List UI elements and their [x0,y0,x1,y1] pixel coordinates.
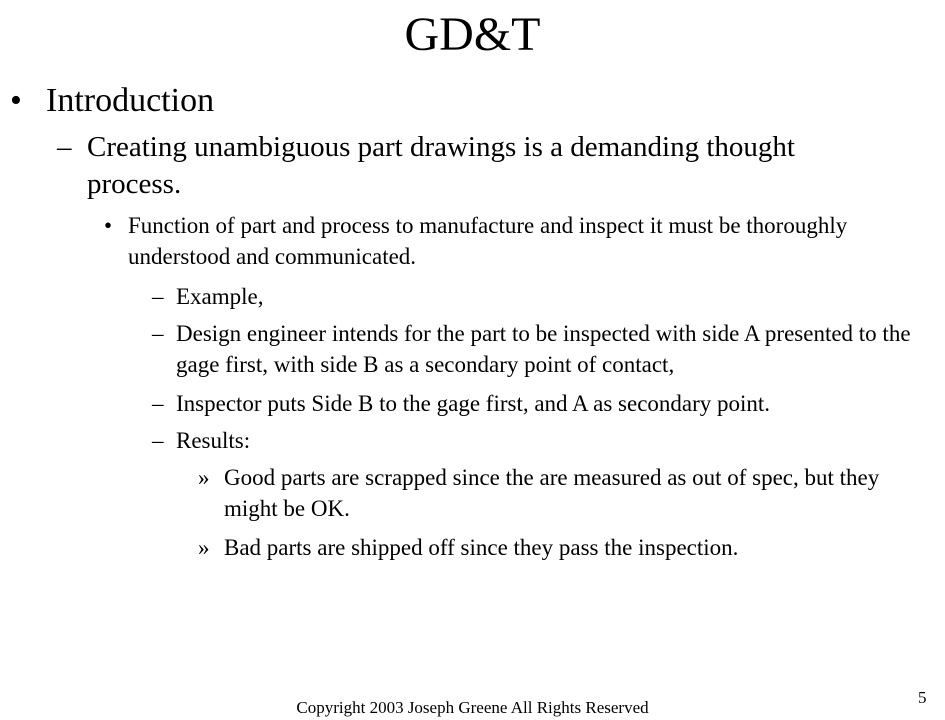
subpoint-function [104,210,888,272]
subpoint-text: Inspector puts Side B to the gage first, and A as secondary point. [176,391,771,416]
page-number: 5 [918,688,927,707]
chevron-marker: » [198,465,210,490]
subpoint-text: Creating unambiguous part drawings is a demanding thought process. [87,131,795,200]
subpoint-results [152,425,926,456]
subpoint-text: Design engineer intends for the part to be inspected with side A presented to the gage first, with side B as a secondary point of contact, [176,321,911,377]
subpoint-example [152,281,926,312]
copyright-footer: Copyright 2003 Joseph Greene All Rights Reserved [296,698,649,717]
result-good-parts [198,462,929,524]
bullet-introduction [10,81,926,121]
bullet-marker: • [10,82,22,119]
subpoint-inspector [152,388,926,419]
subpoint-drawings [57,129,887,203]
subpoint-text: Example, [176,284,264,309]
dash-marker: – [152,391,164,416]
dash-marker: – [152,321,164,346]
dash-marker: – [57,131,72,163]
result-text: Bad parts are shipped off since they pass the inspection. [224,535,739,560]
bullet-text: Introduction [46,82,215,119]
dash-marker: – [152,428,164,453]
subpoint-design-engineer [152,318,926,380]
subpoint-text: Function of part and process to manufacture and inspect it must be thoroughly understood and communicated. [128,213,848,269]
slide-title: GD&T [404,8,541,61]
chevron-marker: » [198,535,210,560]
result-text: Good parts are scrapped since the are measured as out of spec, but they might be OK. [224,465,880,521]
subpoint-text: Results: [176,428,251,453]
dash-marker: – [152,284,164,309]
bullet-marker: • [104,213,113,238]
result-bad-parts [198,532,929,563]
